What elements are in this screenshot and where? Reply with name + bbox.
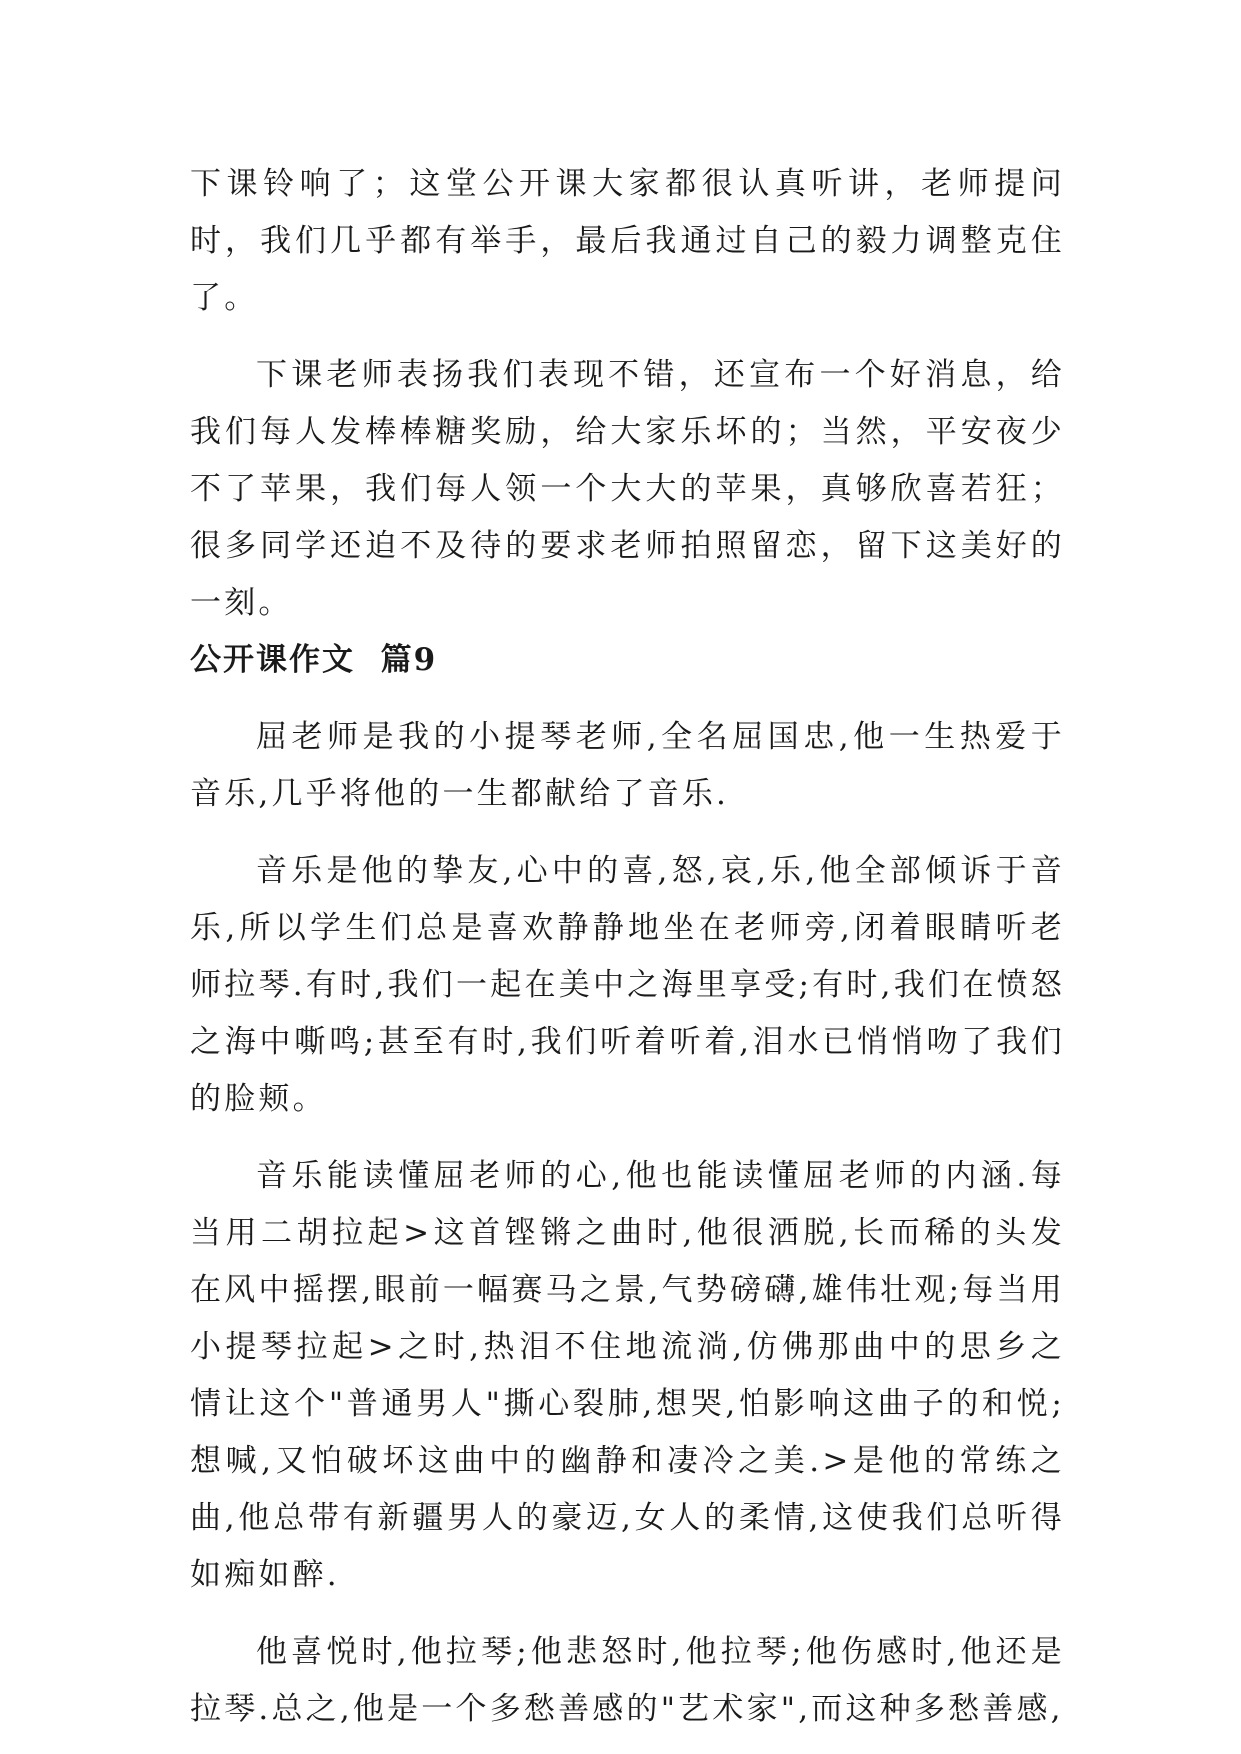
paragraph-teacher-praise: 下课老师表扬我们表现不错，还宣布一个好消息，给我们每人发棒棒糖奖励，给大家乐坏的；当然，平安夜少不了苹果，我们每人领一个大大的苹果，真够欣喜若狂；很多同学还迫不及待的要求老师拍照留恋，留下这美好的一刻。 (190, 357, 1065, 621)
section-heading: 公开课作文 篇9 (190, 642, 438, 678)
paragraph-class-ends: 下课铃响了；这堂公开课大家都很认真听讲，老师提问时，我们几乎都有举手，最后我通过自己的毅力调整克住了。 (190, 166, 1065, 316)
document-body (190, 156, 1065, 1738)
paragraph-always-plays: 他喜悦时,他拉琴;他悲怒时,他拉琴;他伤感时,他还是拉琴.总之,他是一个多愁善感的"艺术家",而这种多愁善感, (190, 1634, 1065, 1727)
paragraph-violin-teacher: 屈老师是我的小提琴老师,全名屈国忠,他一生热爱于音乐,几乎将他的一生都献给了音乐. (190, 719, 1065, 812)
paragraph-music-friend: 音乐是他的挚友,心中的喜,怒,哀,乐,他全部倾诉于音乐,所以学生们总是喜欢静静地坐在老师旁,闭着眼睛听老师拉琴.有时,我们一起在美中之海里享受;有时,我们在愤怒之海中嘶鸣;甚至有时,我们听着听着,泪水已悄悄吻了我们的脸颊。 (190, 853, 1065, 1117)
paragraph-music-understands: 音乐能读懂屈老师的心,他也能读懂屈老师的内涵.每当用二胡拉起>这首铿锵之曲时,他很洒脱,长而稀的头发在风中摇摆,眼前一幅赛马之景,气势磅礴,雄伟壮观;每当用小提琴拉起>之时,热泪不住地流淌,仿佛那曲中的思乡之情让这个"普通男人"撕心裂肺,想哭,怕影响这曲子的和悦;想喊,又怕破坏这曲中的幽静和凄冷之美.>是他的常练之曲,他总带有新疆男人的豪迈,女人的柔情,这使我们总听得如痴如醉. (190, 1158, 1065, 1593)
